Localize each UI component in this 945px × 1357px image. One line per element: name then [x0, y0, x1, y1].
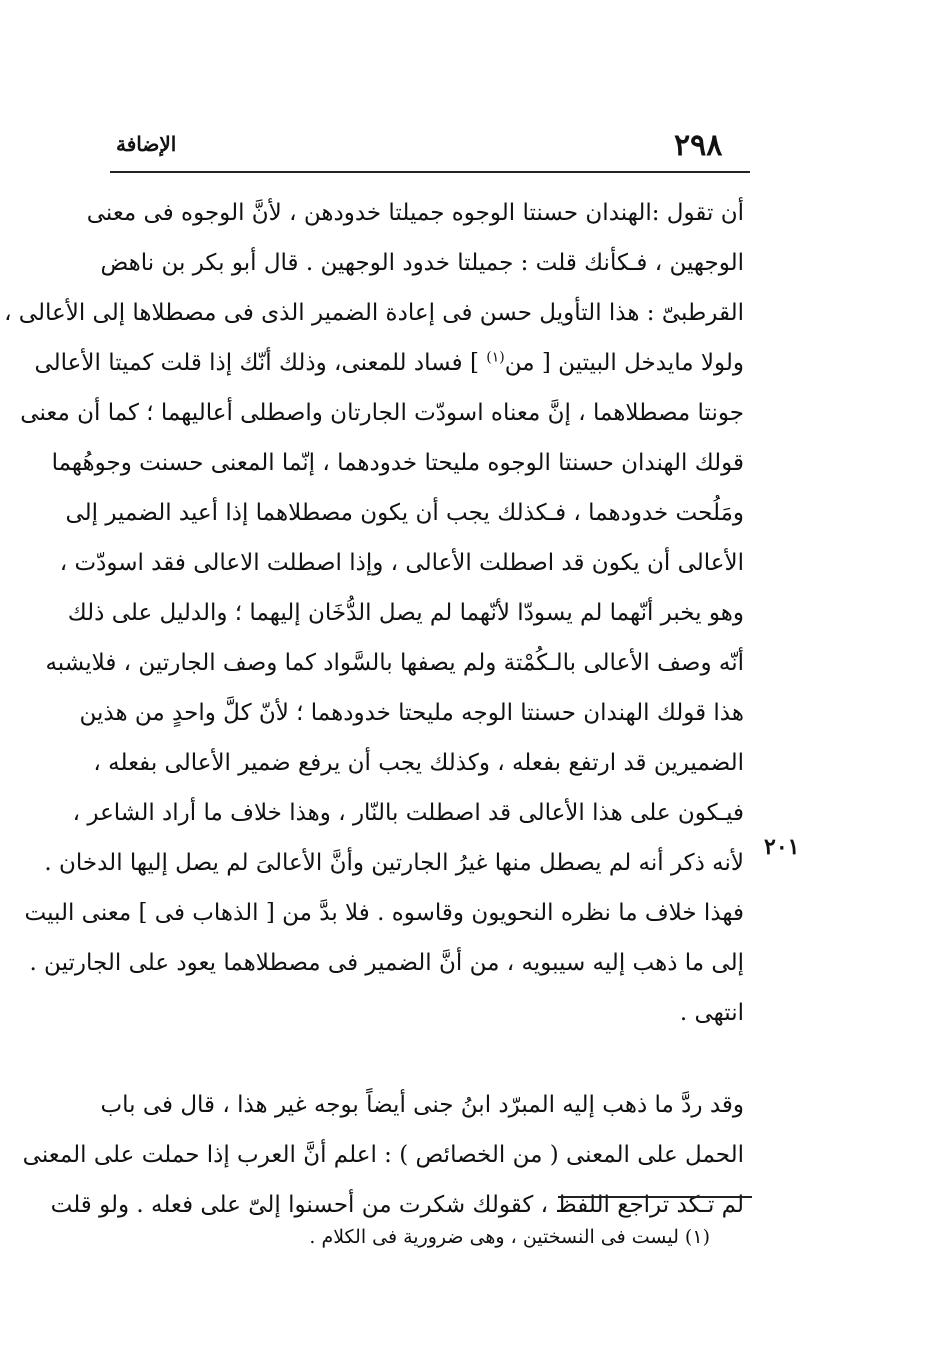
text-line: قولك الهندان حسنتا الوجوه مليحتا خدودهما ، إنّما المعنى حسنت وجوهُهما	[51, 450, 744, 476]
paragraph-gap	[118, 1038, 744, 1080]
text-line: وقد ردَّ ما ذهب إليه المبرّد ابنُ جنى أيضاً بوجه غير هذا ، قال فى باب	[100, 1092, 744, 1118]
main-text	[4, 188, 744, 1230]
text-line: ومَلُحت خدودهما ، فـكذلك يجب أن يكون مصطلاهما إذا أعيد الضمير إلى	[65, 500, 744, 526]
text-line: أنّه وصف الأعالى بالـكُمْتة ولم يصفها بالسَّواد كما وصف الجارتين ، فلايشبه	[45, 650, 744, 676]
text-line: هذا قولك الهندان حسنتا الوجه مليحتا خدودهما ؛ لأنّ كلَّ واحدٍ من هذين	[79, 700, 744, 726]
running-title: الإضافة	[116, 132, 177, 156]
text-line: الأعالى أن يكون قد اصطلت الأعالى ، وإذا اصطلت الاعالى فقد اسودّت ،	[59, 550, 744, 576]
footnote-marker: (١)	[486, 349, 505, 366]
text-line: فيـكون على هذا الأعالى قد اصطلت بالنّار ، وهذا خلاف ما أراد الشاعر ،	[72, 800, 744, 826]
margin-verse-number: ٢٠١	[764, 834, 800, 860]
text-line: فهذا خلاف ما نظره النحويون وقاسوه . فلا بدَّ من [ الذهاب فى ] معنى البيت	[24, 900, 744, 926]
line-rest: فساد للمعنى، وذلك أنّك إذا قلت كميتا الأعالى	[34, 350, 463, 376]
text-line: القرطبىّ : هذا التأويل حسن فى إعادة الضمير الذى فى مصطلاها إلى الأعالى ،	[4, 300, 744, 326]
page-number: ٢٩٨	[674, 128, 723, 163]
header-rule	[110, 171, 750, 173]
footnote: (١) ليست فى النسختين ، وهى ضرورية فى الكلام .	[309, 1226, 710, 1248]
text-line: الوجهين ، فـكأنك قلت : جميلتا خدود الوجهين . قال أبو بكر بن ناهض	[100, 250, 744, 276]
text-line: وهو يخبر أنّهما لم يسودّا لأنّهما لم يصل الدُّخَان إليهما ؛ والدليل على ذلك	[67, 600, 744, 626]
text-line: الحمل على المعنى ( من الخصائص ) : اعلم أنَّ العرب إذا حملت على المعنى	[22, 1142, 744, 1168]
text-line: لأنه ذكر أنه لم يصطل منها غيرُ الجارتين وأنَّ الأعالىَ لم يصل إليها الدخان .	[44, 850, 744, 876]
text-line: انتهى .	[679, 1000, 744, 1026]
line-bracket: ]	[469, 350, 479, 376]
footnote-rule	[558, 1196, 752, 1198]
text-line: الضميرين قد ارتفع بفعله ، وكذلك يجب أن يرفع ضمير الأعالى بفعله ،	[93, 750, 744, 776]
text-line: إلى ما ذهب إليه سيبويه ، من أنَّ الضمير فى مصطلاهما يعود على الجارتين .	[29, 950, 744, 976]
text-line-with-note	[34, 338, 744, 388]
text-line: جونتا مصطلاهما ، إنَّ معناه اسودّت الجارتان واصطلى أعاليهما ؛ كما أن معنى	[20, 400, 744, 426]
text-line: لم تـكد تراجع اللفظ ، كقولك شكرت من أحسنوا إلىّ على فعله . ولو قلت	[50, 1192, 744, 1218]
text-line: أن تقول :الهندان حسنتا الوجوه جميلتا خدودهن ، لأنَّ الوجوه فى معنى	[86, 200, 744, 226]
line-prefix: ولولا مايدخل البيتين [ من	[504, 350, 744, 376]
